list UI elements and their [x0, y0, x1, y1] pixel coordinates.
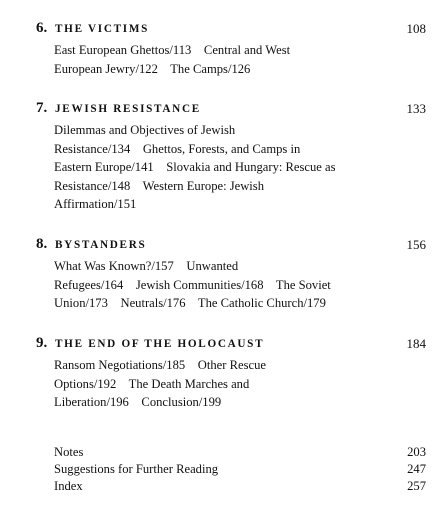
chapter-title[interactable]: BYSTANDERS	[55, 239, 147, 251]
toc-backmatter	[54, 444, 426, 495]
chapter-subsections	[54, 121, 426, 214]
chapter-number: 6.	[36, 20, 48, 36]
chapter-page-number: 133	[406, 101, 426, 116]
toc-chapter-9	[36, 333, 426, 412]
toc-chapter-8	[36, 234, 426, 313]
backmatter-page-number: 203	[407, 445, 426, 459]
toc-chapter-6	[36, 18, 426, 78]
subsection-line: Ransom Negotiations/185 Other Rescue	[54, 358, 266, 372]
chapter-page-number: 184	[406, 336, 426, 351]
chapter-number: 9.	[36, 335, 48, 351]
subsection-line: East European Ghettos/113 Central and West	[54, 43, 291, 57]
chapter-title[interactable]: THE END OF THE HOLOCAUST	[55, 338, 265, 350]
backmatter-page-number: 257	[407, 479, 426, 493]
chapter-heading	[36, 98, 426, 118]
chapter-title[interactable]: THE VICTIMS	[55, 23, 150, 35]
backmatter-entry-further-reading[interactable]	[54, 461, 426, 478]
subsection-line: Eastern Europe/141 Slovakia and Hungary: Rescue as	[54, 160, 336, 174]
subsection-line: Refugees/164 Jewish Communities/168 The Soviet	[54, 277, 331, 292]
subsection-line: European Jewry/122 The Camps/126	[54, 61, 251, 76]
chapter-number: 8.	[36, 236, 48, 252]
chapter-page-number: 156	[406, 237, 426, 252]
backmatter-entry-index[interactable]	[54, 478, 426, 495]
subsection-line: Options/192 The Death Marches and	[54, 376, 250, 391]
toc-chapter-7	[36, 98, 426, 214]
backmatter-label: Notes	[54, 445, 84, 459]
backmatter-label: Suggestions for Further Reading	[54, 462, 219, 476]
subsection-line: Dilemmas and Objectives of Jewish	[54, 123, 236, 137]
chapter-page-number: 108	[406, 21, 426, 36]
chapter-subsections	[54, 257, 426, 313]
chapter-subsections	[54, 356, 426, 412]
chapter-heading	[36, 18, 426, 38]
subsection-line: Affirmation/151	[54, 197, 137, 211]
subsection-line: What Was Known?/157 Unwanted	[54, 259, 239, 273]
backmatter-label: Index	[54, 479, 83, 493]
backmatter-entry-notes[interactable]	[54, 444, 426, 461]
subsection-line: Resistance/148 Western Europe: Jewish	[54, 178, 265, 193]
subsection-line: Liberation/196 Conclusion/199	[54, 395, 222, 409]
chapter-number: 7.	[36, 100, 48, 116]
subsection-line: Union/173 Neutrals/176 The Catholic Church/179	[54, 296, 326, 310]
chapter-subsections	[54, 41, 426, 78]
chapter-title[interactable]: JEWISH RESISTANCE	[55, 103, 201, 115]
subsection-line: Resistance/134 Ghettos, Forests, and Camps in	[54, 141, 301, 156]
backmatter-page-number: 247	[407, 462, 426, 476]
chapter-heading	[36, 333, 426, 353]
chapter-heading	[36, 234, 426, 254]
